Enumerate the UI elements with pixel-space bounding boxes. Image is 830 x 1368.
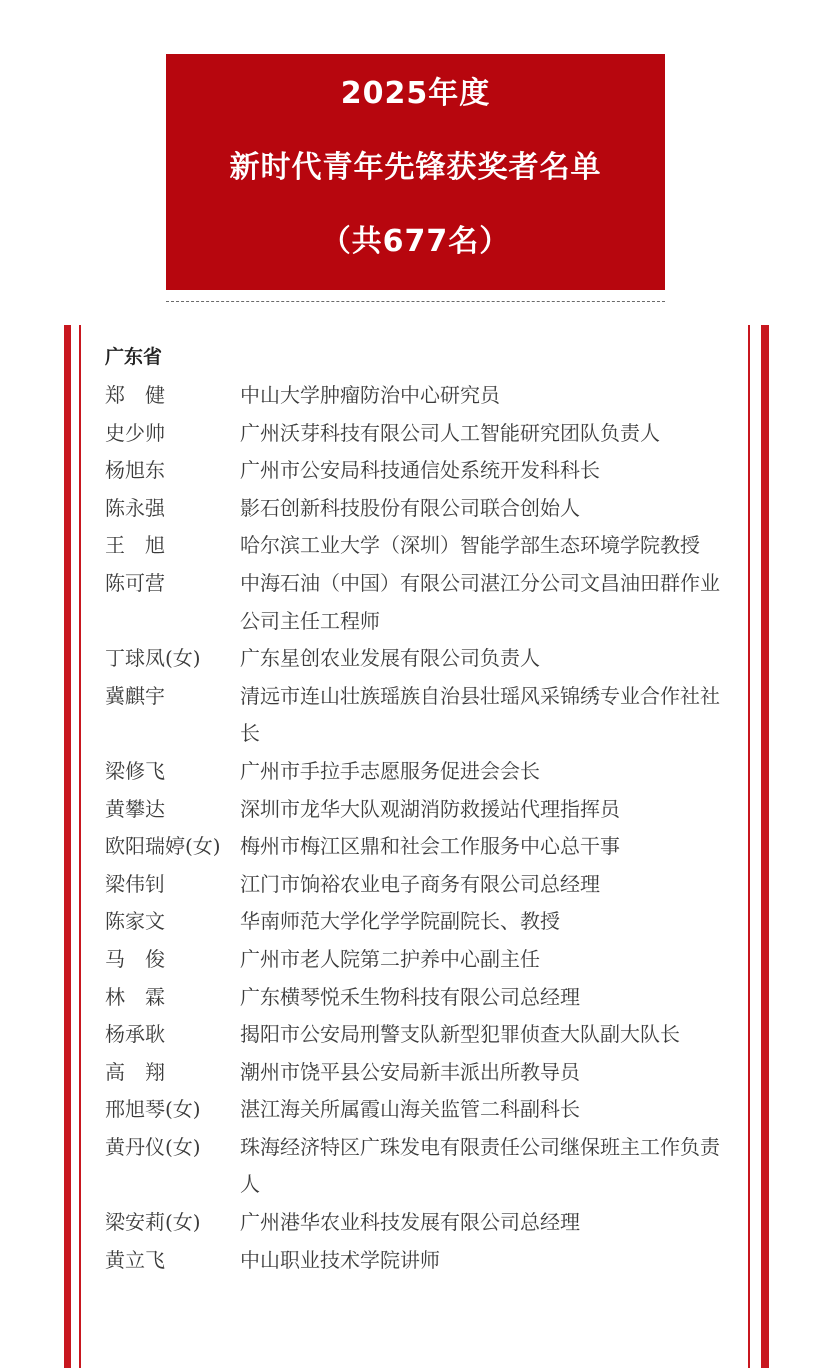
awardee-name: 史少帅 bbox=[105, 420, 165, 445]
awardee-title: 潮州市饶平县公安局新丰派出所教导员 bbox=[240, 1059, 580, 1084]
awardee-title: 影石创新科技股份有限公司联合创始人 bbox=[240, 495, 580, 520]
awardee-title: 中海石油（中国）有限公司湛江分公司文昌油田群作业公司主任工程师 bbox=[240, 570, 720, 633]
list-item bbox=[105, 490, 735, 528]
banner-title: 新时代青年先锋获奖者名单 bbox=[229, 150, 602, 185]
awardee-title: 广州市公安局科技通信处系统开发科科长 bbox=[240, 458, 600, 483]
awardee-title: 揭阳市公安局刑警支队新型犯罪侦查大队副大队长 bbox=[240, 1022, 680, 1047]
dashed-divider bbox=[166, 301, 665, 302]
list-item bbox=[105, 678, 735, 753]
list-item bbox=[105, 828, 735, 866]
awardee-list bbox=[105, 377, 735, 1279]
banner-year: 2025年度 bbox=[340, 76, 491, 111]
header-area bbox=[0, 0, 830, 325]
list-item bbox=[105, 415, 735, 453]
list-item bbox=[105, 640, 735, 678]
frame-border-right-inner bbox=[748, 325, 750, 1368]
awardee-title: 广州沃芽科技有限公司人工智能研究团队负责人 bbox=[240, 420, 660, 445]
awardee-name: 梁安莉(女) bbox=[105, 1210, 201, 1235]
awardee-name: 陈可营 bbox=[105, 570, 165, 595]
awardee-name: 杨旭东 bbox=[105, 458, 165, 483]
awardee-title: 广东星创农业发展有限公司负责人 bbox=[240, 646, 540, 671]
awardee-name: 杨承耿 bbox=[105, 1022, 165, 1047]
list-item bbox=[105, 1054, 735, 1092]
awardee-name: 黄立飞 bbox=[105, 1247, 165, 1272]
list-item bbox=[105, 866, 735, 904]
list-item bbox=[105, 791, 735, 829]
awardee-title: 华南师范大学化学学院副院长、教授 bbox=[240, 909, 560, 934]
list-item bbox=[105, 1129, 735, 1204]
awardee-title: 哈尔滨工业大学（深圳）智能学部生态环境学院教授 bbox=[240, 533, 700, 558]
list-item bbox=[105, 377, 735, 415]
frame-border-left-inner bbox=[79, 325, 81, 1368]
awardee-name: 马 俊 bbox=[105, 946, 165, 971]
list-item bbox=[105, 1242, 735, 1280]
banner-count: （共677名） bbox=[320, 224, 511, 259]
list-item bbox=[105, 1204, 735, 1242]
awardee-name: 王 旭 bbox=[105, 533, 165, 558]
awardee-name: 冀麒宇 bbox=[105, 683, 165, 708]
awardee-name: 邢旭琴(女) bbox=[105, 1097, 201, 1122]
awardee-name: 陈永强 bbox=[105, 495, 165, 520]
awardee-name: 林 霖 bbox=[105, 984, 165, 1009]
awardee-title: 中山职业技术学院讲师 bbox=[240, 1247, 440, 1272]
awardee-name: 丁球凤(女) bbox=[105, 646, 201, 671]
awardee-title: 广州市老人院第二护养中心副主任 bbox=[240, 946, 540, 971]
awardee-name: 郑 健 bbox=[105, 383, 165, 407]
awardee-name: 梁修飞 bbox=[105, 758, 165, 783]
list-item bbox=[105, 565, 735, 640]
awardee-title: 湛江海关所属霞山海关监管二科副科长 bbox=[240, 1097, 580, 1122]
awardee-title: 广东横琴悦禾生物科技有限公司总经理 bbox=[240, 984, 580, 1009]
list-item bbox=[105, 527, 735, 565]
awardee-title: 珠海经济特区广珠发电有限责任公司继保班主工作负责人 bbox=[240, 1134, 720, 1197]
title-banner bbox=[166, 54, 665, 290]
awardee-name: 欧阳瑞婷(女) bbox=[105, 834, 221, 859]
list-item bbox=[105, 941, 735, 979]
awardee-title: 深圳市龙华大队观湖消防救援站代理指挥员 bbox=[240, 796, 620, 821]
awardee-title: 江门市饷裕农业电子商务有限公司总经理 bbox=[240, 871, 600, 896]
list-item bbox=[105, 1016, 735, 1054]
frame-border-right-outer bbox=[761, 325, 769, 1368]
awardee-name: 陈家文 bbox=[105, 909, 165, 934]
list-item bbox=[105, 979, 735, 1017]
awardee-name: 黄丹仪(女) bbox=[105, 1134, 201, 1159]
awardee-title: 梅州市梅江区鼎和社会工作服务中心总干事 bbox=[240, 834, 620, 859]
awardee-title: 广州港华农业科技发展有限公司总经理 bbox=[240, 1210, 580, 1235]
province-heading: 广东省 bbox=[105, 346, 163, 368]
list-item bbox=[105, 452, 735, 490]
awardee-title: 清远市连山壮族瑶族自治县壮瑶风采锦绣专业合作社社长 bbox=[240, 683, 720, 746]
awardee-name: 梁伟钊 bbox=[105, 871, 165, 896]
list-item bbox=[105, 903, 735, 941]
awardee-title: 中山大学肿瘤防治中心研究员 bbox=[240, 383, 500, 407]
list-item bbox=[105, 753, 735, 791]
list-item bbox=[105, 1091, 735, 1129]
awardee-title: 广州市手拉手志愿服务促进会会长 bbox=[240, 758, 540, 783]
awardee-name: 高 翔 bbox=[105, 1059, 165, 1084]
frame-border-left-outer bbox=[64, 325, 71, 1368]
awardee-name: 黄攀达 bbox=[105, 796, 165, 821]
